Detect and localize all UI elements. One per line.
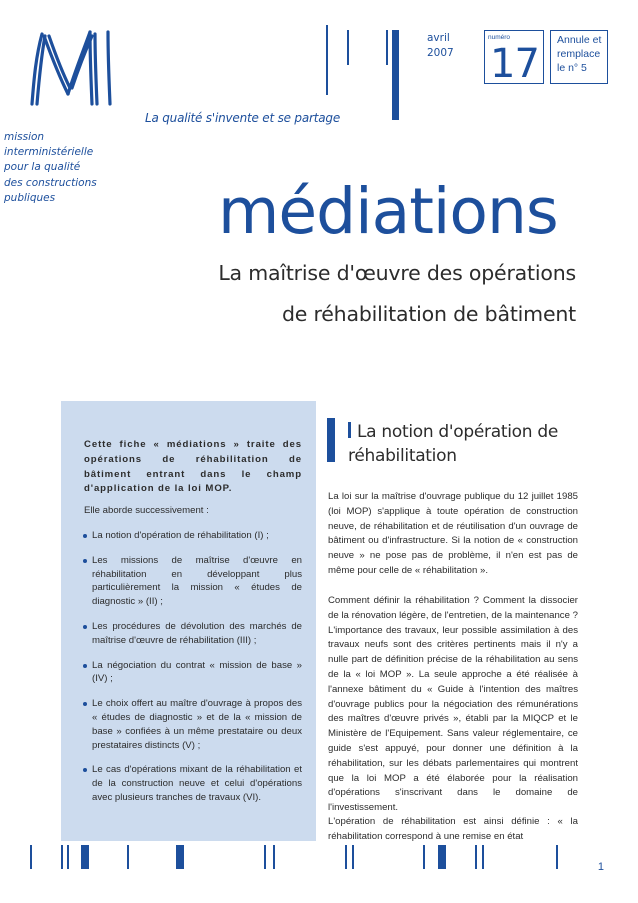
- decor-bar: [264, 845, 266, 869]
- decor-bar: [273, 845, 275, 869]
- decor-bar: [81, 845, 89, 869]
- decor-bar: [61, 845, 63, 869]
- summary-item: La négociation du contrat « mission de base » (IV) ;: [84, 659, 302, 687]
- document-subtitle-line1: La maîtrise d'œuvre des opérations: [218, 261, 576, 285]
- decor-bar: [176, 845, 184, 869]
- decor-bar: [438, 845, 446, 869]
- mission-description: [4, 130, 114, 206]
- mission-line: publiques: [4, 191, 56, 204]
- page-number: 1: [597, 861, 604, 873]
- decor-bar: [386, 30, 388, 65]
- issue-number-label: numéro: [488, 34, 511, 41]
- issue-year: 2007: [427, 46, 454, 59]
- publication-title: médiations: [218, 175, 558, 248]
- body-paragraph: La loi sur la maîtrise d'ouvrage publique du 12 juillet 1985 (loi MOP) s'applique à toute opération de construction neuve, de réhabilitation et de réutilisation d'un ouvrage de bâtiment ou d'infrastructure. Si la notion de « construction neuve » ne pose pas de problème, il n'en est pas de même pour celle de « réhabilitation ».: [328, 491, 578, 576]
- issue-number: 17: [490, 41, 539, 87]
- section-title: [348, 420, 588, 468]
- miqcp-logo: [28, 28, 118, 108]
- issue-date: [427, 31, 454, 60]
- summary-item: La notion d'opération de réhabilitation (I) ;: [84, 529, 302, 543]
- replaces-line: le n° 5: [557, 62, 587, 74]
- mission-line: des constructions: [4, 176, 97, 189]
- issue-number-box: [484, 30, 544, 87]
- decor-bar: [423, 845, 425, 869]
- section-title-mark: [348, 422, 351, 438]
- replaces-box: [550, 30, 608, 84]
- decor-bar: [392, 30, 399, 120]
- decor-bar: [345, 845, 347, 869]
- decor-bar: [67, 845, 69, 869]
- summary-item: Le cas d'opérations mixant de la réhabilitation et de la construction neuve et celui d'opérations avec plusieurs tranches de travaux (VI).: [84, 763, 302, 804]
- summary-intro: Cette fiche « médiations » traite des opérations de réhabilitation de bâtiment entrant dans le champ d'application de la loi MOP.: [84, 439, 302, 495]
- tagline: La qualité s'invente et se partage: [145, 111, 340, 125]
- decor-bar: [475, 845, 477, 869]
- summary-item: Les procédures de dévolution des marchés de maîtrise d'œuvre de réhabilitation (III) ;: [84, 620, 302, 648]
- replaces-line: Annule et: [557, 34, 602, 46]
- decor-bar: [127, 845, 129, 869]
- mission-line: pour la qualité: [4, 161, 81, 174]
- body-paragraph: L'opération de réhabilitation est ainsi définie : « la réhabilitation correspond à une remise en état: [328, 816, 578, 842]
- decor-bar: [326, 25, 328, 95]
- mission-line: interministérielle: [4, 146, 94, 159]
- section-marker-bar: [327, 418, 335, 462]
- replaces-line: remplace: [557, 48, 601, 60]
- decor-bar: [30, 845, 32, 869]
- document-subtitle-line2: de réhabilitation de bâtiment: [281, 302, 576, 326]
- decor-bar: [556, 845, 558, 869]
- decor-bar: [482, 845, 484, 869]
- summary-item: Les missions de maîtrise d'œuvre en réhabilitation en développant plus particulièrement la mission « études de diagnostic » (II) ;: [84, 554, 302, 609]
- body-paragraph: Comment définir la réhabilitation ? Comment la dissocier de la rénovation légère, de l'entretien, de la maintenance ? L'importance des travaux, leur possible assimilation à des travaux neufs sont des critères pertinents mais il n'y a nulle part de définition précise de la réhabilitation au sens de la « loi MOP ». La seule approche a été réalisée à l'annexe bâtiment du « Guide à l'intention des maîtres d'ouvrage publics pour la négociation des rémunérations des maîtres d'œuvre privés », établi par la MIQCP et le Ministère de l'Equipement. Sans valeur réglementaire, ce guide s'est appuyé, pour donner une définition à la réhabilitation, sur les débats parlementaires qui montrent que la loi MOP a été élaborée pour la réalisation d'opérations s'inscrivant dans le domaine de l'investissement.: [328, 595, 578, 814]
- mission-line: mission: [4, 131, 45, 143]
- issue-month: avril: [427, 32, 450, 44]
- summary-lead: Elle aborde successivement :: [84, 505, 209, 516]
- section-title-text: La notion d'opération de réhabilitation: [348, 422, 558, 466]
- summary-list: [84, 529, 302, 816]
- summary-item: Le choix offert au maître d'ouvrage à propos des « études de diagnostic » et de la « mission de base » confiées à un même prestataire ou deux prestataires distincts (V) ;: [84, 697, 302, 752]
- decor-bar: [352, 845, 354, 869]
- decor-bar: [347, 30, 349, 65]
